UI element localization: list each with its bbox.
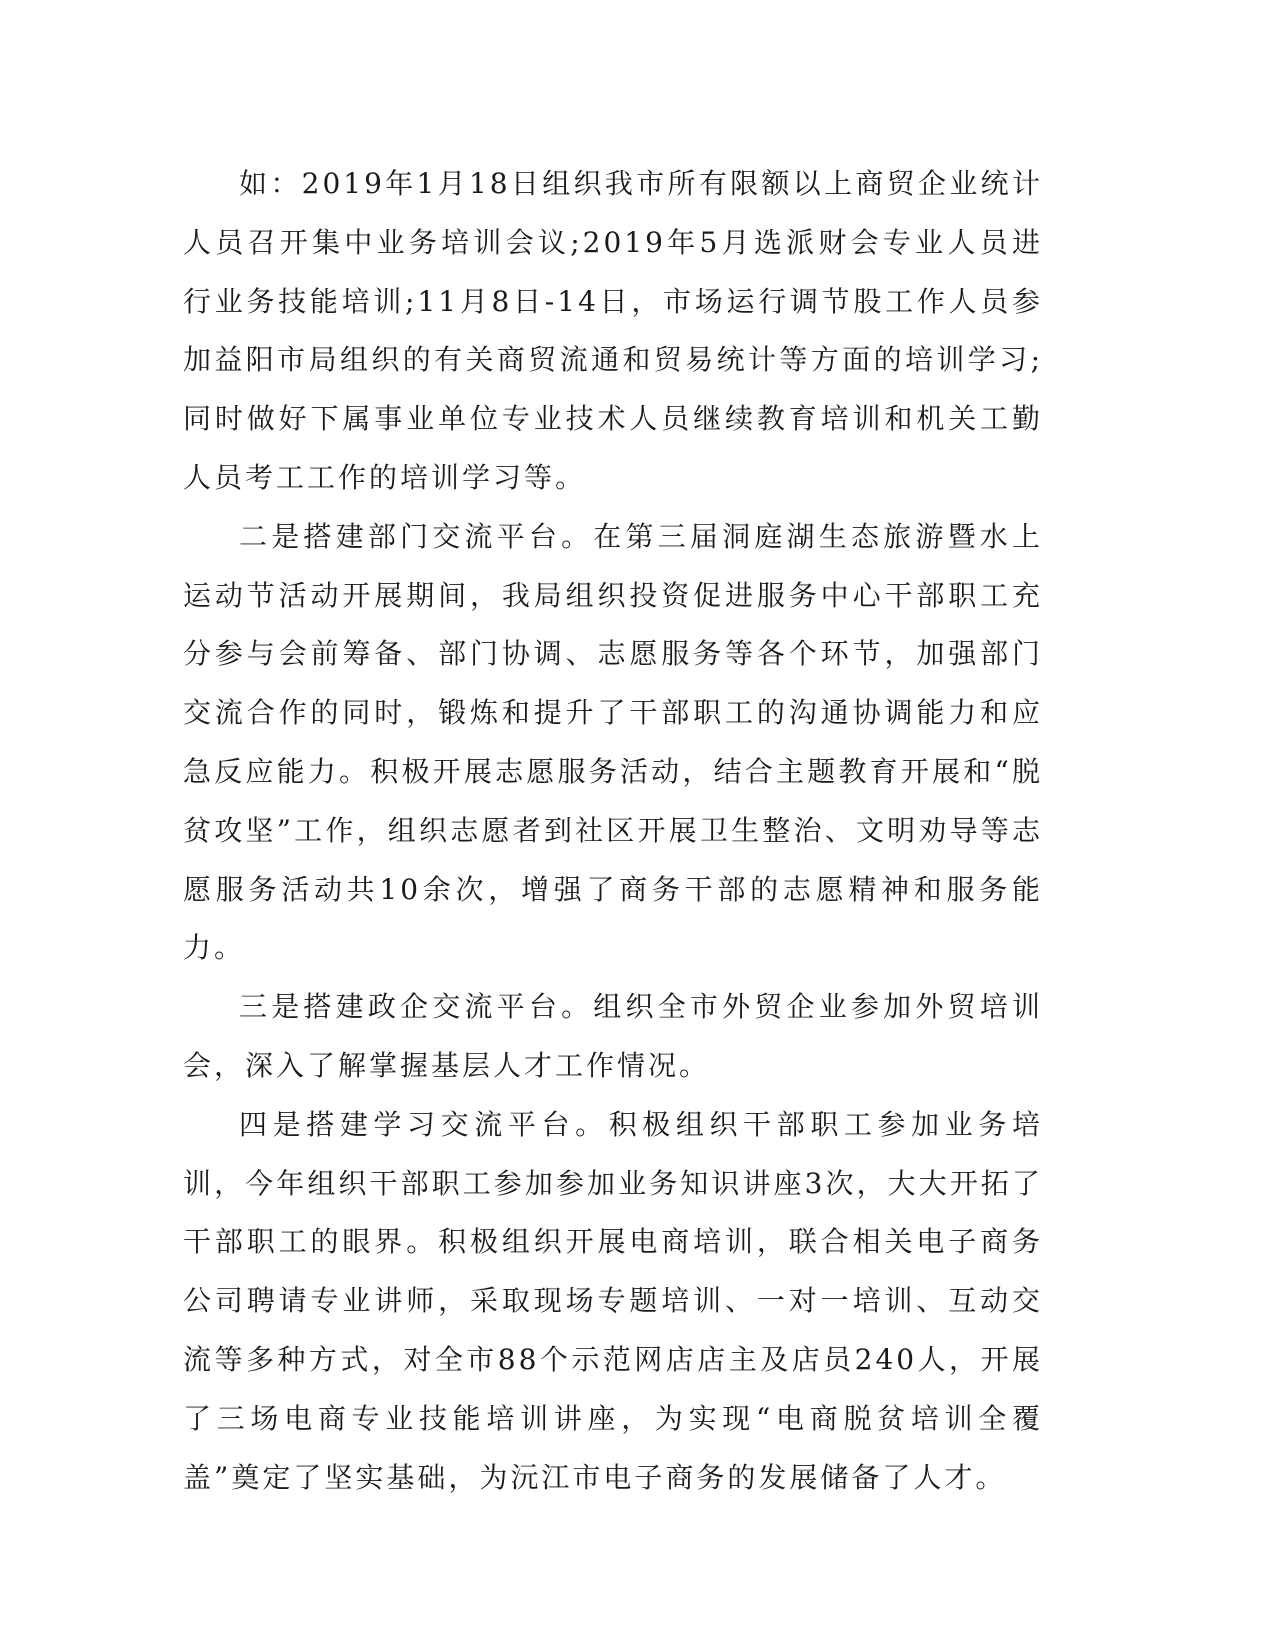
paragraph-training-examples: 如：2019年1月18日组织我市所有限额以上商贸企业统计人员召开集中业务培训会议;2019年5月选派财会专业人员进行业务技能培训;11月8日-14日，市场运行调节股工作人员参加益阳市局组织的有关商贸流通和贸易统计等方面的培训学习;同时做好下属事业单位专业技术人员继续教育培训和机关工勤人员考工工作的培训学习等。 <box>183 167 1043 494</box>
paragraph-learning-platform: 四是搭建学习交流平台。积极组织干部职工参加业务培训，今年组织干部职工参加参加业务知识讲座3次，大大开拓了干部职工的眼界。积极组织开展电商培训，联合相关电子商务公司聘请专业讲师，采取现场专题培训、一对一培训、互动交流等多种方式，对全市88个示范网店店主及店员240人，开展了三场电商专业技能培训讲座，为实现“电商脱贫培训全覆盖”奠定了坚实基础，为沅江市电子商务的发展储备了人才。 <box>183 1107 1043 1494</box>
document-body <box>183 155 1043 1507</box>
paragraph-department-platform: 二是搭建部门交流平台。在第三届洞庭湖生态旅游暨水上运动节活动开展期间，我局组织投资促进服务中心干部职工充分参与会前筹备、部门协调、志愿服务等各个环节，加强部门交流合作的同时，锻炼和提升了干部职工的沟通协调能力和应急反应能力。积极开展志愿服务活动，结合主题教育开展和“脱贫攻坚”工作，组织志愿者到社区开展卫生整治、文明劝导等志愿服务活动共10余次，增强了商务干部的志愿精神和服务能力。 <box>183 519 1043 965</box>
paragraph-government-enterprise-platform: 三是搭建政企交流平台。组织全市外贸企业参加外贸培训会，深入了解掌握基层人才工作情况。 <box>183 990 1043 1082</box>
